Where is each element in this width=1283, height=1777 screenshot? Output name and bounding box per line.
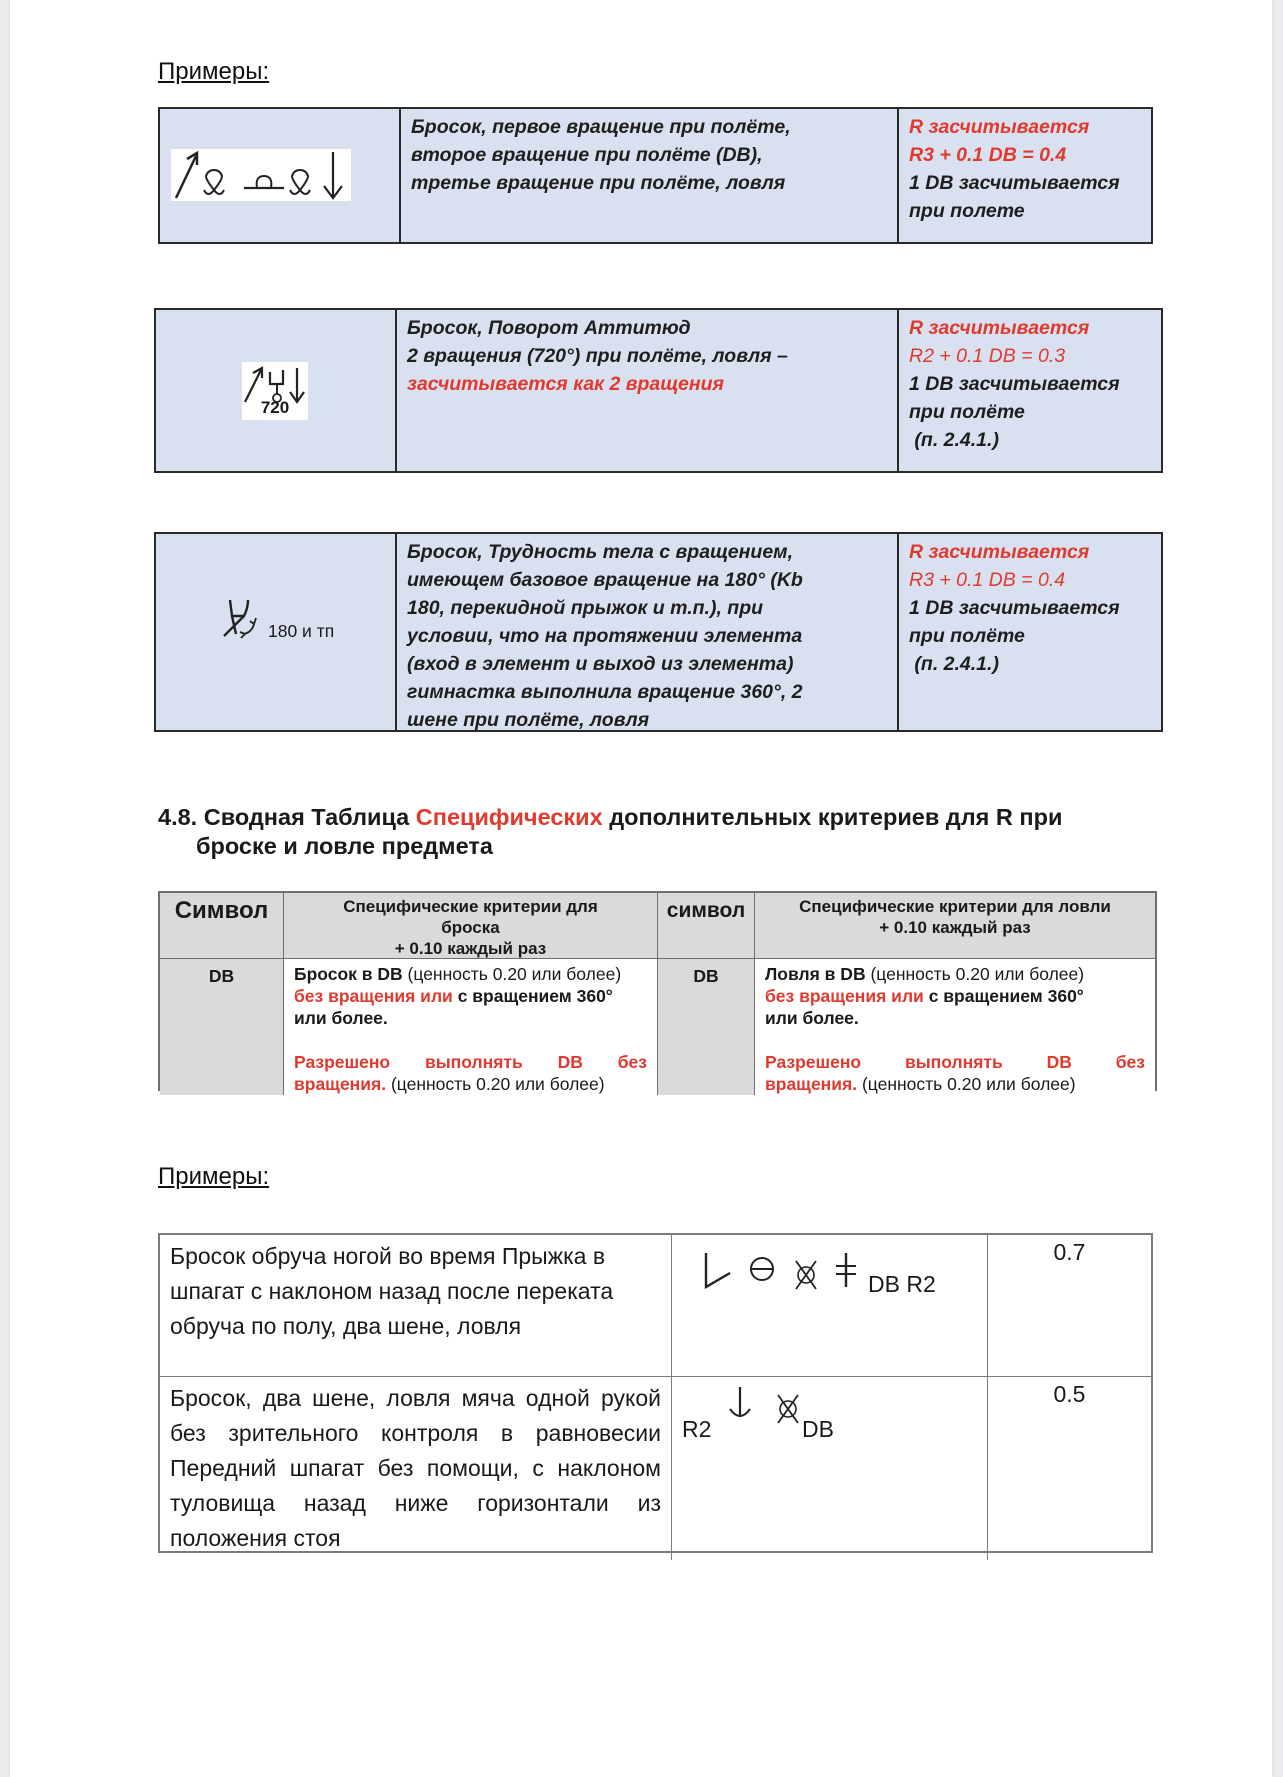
symbol-cell: [160, 109, 401, 242]
word: DB: [1046, 1052, 1072, 1072]
section-number: 4.8: [158, 804, 191, 830]
example-table-1: [158, 107, 1153, 244]
example-description: Бросок, два шене, ловля мяча одной рукой без зрительного контроля в равновесии Передний шпагат без помощи, с наклоном туловища назад ниже горизонтали из положения стоя: [160, 1377, 672, 1560]
red-text-line: [294, 1051, 647, 1073]
section-title-highlight: Специфических: [415, 804, 603, 830]
description-line: 2 вращения (720°) при полёте, ловля –: [407, 345, 788, 367]
example-symbols: [672, 1235, 988, 1377]
normal-text: (ценность 0.20 или более): [857, 1074, 1076, 1094]
result-line: R2 + 0.1 DB = 0.3: [909, 345, 1066, 367]
bold-text: или более.: [765, 1008, 859, 1028]
description-line: второе вращение при полёте (DB),: [411, 144, 763, 166]
result-line: (п. 2.4.1.): [909, 653, 999, 675]
description-line: условии, что на протяжении элемента: [407, 625, 803, 647]
throw-rotation-rotation-rotation-catch-symbol-icon: [171, 149, 351, 201]
normal-text: (ценность 0.20 или более): [402, 964, 622, 984]
description-cell: [397, 534, 899, 730]
one-hand-catch-arrow-icon: [730, 1387, 750, 1417]
examples-label: Примеры:: [158, 58, 270, 85]
document-page: [10, 0, 1272, 1777]
catch-without-visual-control-icon: [778, 1395, 798, 1423]
description-cell: [401, 109, 899, 242]
result-line: при полёте: [909, 625, 1025, 647]
word: Разрешено: [765, 1052, 862, 1072]
catch-criteria-cell: [755, 959, 1155, 1095]
throw-criteria-cell: [284, 959, 658, 1095]
symbol-cell-throw: DB: [160, 959, 284, 1095]
section-title-line2: броске и ловле предмета: [196, 833, 493, 859]
symbol-suffix: DB R2: [868, 1271, 936, 1297]
symbol-caption: 720: [260, 398, 290, 417]
header-catch-criteria: [755, 893, 1155, 959]
description-line: засчитывается как 2 вращения: [407, 373, 725, 395]
bold-text: Ловля в DB: [765, 964, 866, 984]
result-line: (п. 2.4.1.): [909, 429, 999, 451]
result-cell: [899, 534, 1161, 730]
section-title-part: дополнительных критериев для R при: [602, 804, 1063, 830]
symbol-cell-catch: DB: [658, 959, 755, 1095]
description-line: (вход в элемент и выход из элемента): [407, 653, 794, 675]
description-line: имеющем базовое вращение на 180° (Kb: [407, 569, 803, 591]
header-line: + 0.10 каждый раз: [879, 918, 1031, 937]
word: без: [617, 1052, 647, 1072]
result-cell: [899, 109, 1151, 242]
description-cell: [397, 310, 899, 471]
result-line: R засчитывается: [909, 317, 1090, 339]
description-line: Бросок, первое вращение при полёте,: [411, 116, 791, 138]
split-leap-back-bend-icon: [706, 1253, 730, 1287]
word: DB: [557, 1052, 583, 1072]
roll-on-floor-icon: [751, 1258, 773, 1280]
result-cell: [899, 310, 1161, 471]
symbol-suffix: DB: [802, 1416, 834, 1442]
red-text: вращения.: [765, 1074, 858, 1094]
symbol-cell: [156, 534, 397, 730]
result-line: при полете: [909, 200, 1025, 222]
symbol-caption: 180 и тп: [268, 621, 335, 641]
body-difficulty-rotation-symbol-icon: [218, 596, 264, 640]
example-table-3: [154, 532, 1163, 732]
summary-table: [158, 891, 1157, 1094]
double-chaine-icon: [836, 1253, 856, 1287]
result-line: 1 DB засчитывается: [909, 172, 1120, 194]
description-line: Бросок, Поворот Аттитюд: [407, 317, 691, 339]
section-title-part: . Сводная Таблица: [190, 804, 416, 830]
description-line: Бросок, Трудность тела с вращением,: [407, 541, 794, 563]
result-line: при полёте: [909, 401, 1025, 423]
header-throw-criteria: [284, 893, 658, 959]
example-description: Бросок обруча ногой во время Прыжка в шпагат с наклоном назад после переката обруча по полу, два шене, ловля: [160, 1235, 672, 1377]
description-line: 180, перекидной прыжок и т.п.), при: [407, 597, 764, 619]
header-symbol-catch: символ: [658, 893, 755, 959]
description-line: шене при полёте, ловля: [407, 709, 650, 731]
symbol-prefix: R2: [682, 1416, 712, 1442]
result-line: 1 DB засчитывается: [909, 597, 1120, 619]
word: без: [1115, 1052, 1145, 1072]
header-line: Специфические критерии для ловли: [799, 897, 1111, 916]
examples-table: [158, 1233, 1153, 1553]
header-line: броска: [441, 918, 500, 937]
result-line: R3 + 0.1 DB = 0.4: [909, 144, 1067, 166]
header-line: Специфические критерии для: [343, 897, 598, 916]
example-symbols: [672, 1377, 988, 1560]
result-line: R3 + 0.1 DB = 0.4: [909, 569, 1066, 591]
word: выполнять: [904, 1052, 1003, 1072]
symbol-cell: [156, 310, 397, 471]
bold-text: Бросок в DB: [294, 964, 403, 984]
normal-text: (ценность 0.20 или более): [865, 964, 1085, 984]
header-symbol-throw: Символ: [160, 893, 284, 959]
examples-label: Примеры:: [158, 1163, 270, 1190]
example-value: 0.5: [1053, 1381, 1086, 1407]
word: Разрешено: [294, 1052, 391, 1072]
header-line: + 0.10 каждый раз: [394, 939, 547, 958]
section-heading: [158, 803, 1158, 861]
bold-text: или более.: [294, 1008, 388, 1028]
result-line: R засчитывается: [909, 116, 1090, 138]
example-value: 0.7: [988, 1235, 1151, 1377]
symbol-group: [218, 596, 334, 640]
example-table-2: [154, 308, 1163, 473]
word: выполнять: [424, 1052, 523, 1072]
result-line: R засчитывается: [909, 541, 1090, 563]
red-text-line: [765, 1051, 1145, 1073]
red-text: без вращения или: [294, 986, 453, 1006]
normal-text: (ценность 0.20 или более): [386, 1074, 605, 1094]
bold-text: с вращением 360°: [452, 986, 613, 1006]
description-line: гимнастка выполнила вращение 360°, 2: [407, 681, 803, 703]
result-line: 1 DB засчитывается: [909, 373, 1120, 395]
description-line: третье вращение при полёте, ловля: [411, 172, 786, 194]
throw-attitude-turn-catch-symbol-icon: [242, 362, 308, 420]
red-text: без вращения или: [765, 986, 924, 1006]
red-text: вращения.: [294, 1074, 387, 1094]
bold-text: с вращением 360°: [923, 986, 1084, 1006]
catch-without-visual-control-icon: [796, 1261, 816, 1289]
